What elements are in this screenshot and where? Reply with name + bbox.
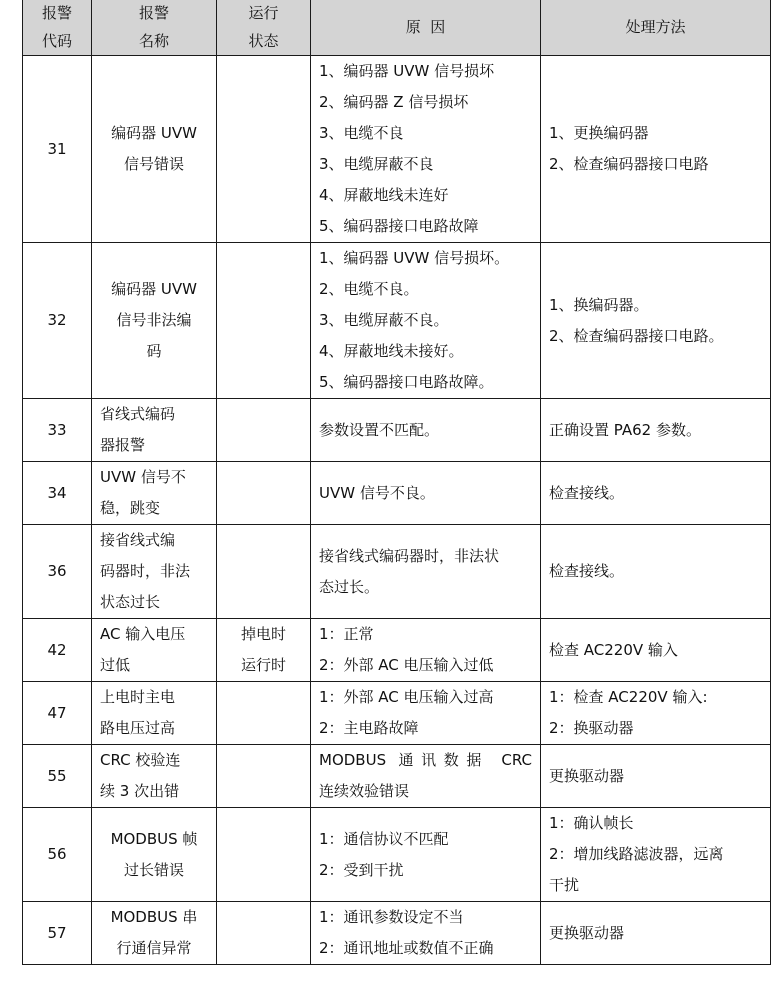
table-row <box>23 243 771 399</box>
cause-cell: 1、编码器 UVW 信号损坏 2、编码器 Z 信号损坏 3、电缆不良 3、电缆屏蔽不良 4、屏蔽地线未连好 5、编码器接口电路故障 <box>311 56 541 243</box>
table-row <box>23 682 771 745</box>
alarm-code-cell: 55 <box>23 745 92 808</box>
alarm-name-cell: MODBUS 帧 过长错误 <box>92 808 217 902</box>
cause-cell: UVW 信号不良。 <box>311 462 541 525</box>
cause-cell: 接省线式编码器时，非法状 态过长。 <box>311 525 541 619</box>
cause-cell: 1：外部 AC 电压输入过高 2：主电路故障 <box>311 682 541 745</box>
alarm-code-cell: 57 <box>23 902 92 965</box>
run-state-cell <box>217 462 311 525</box>
alarm-name-cell: CRC 校验连 续 3 次出错 <box>92 745 217 808</box>
table-row <box>23 745 771 808</box>
header-alarm-name: 报警 名称 <box>92 0 217 56</box>
cause-cell: 1、编码器 UVW 信号损坏。 2、电缆不良。 3、电缆屏蔽不良。 4、屏蔽地线未接好。 5、编码器接口电路故障。 <box>311 243 541 399</box>
table-row <box>23 399 771 462</box>
alarm-name-cell: 省线式编码 器报警 <box>92 399 217 462</box>
alarm-name-cell: MODBUS 串 行通信异常 <box>92 902 217 965</box>
run-state-cell <box>217 808 311 902</box>
cause-cell: 1：通信协议不匹配 2：受到干扰 <box>311 808 541 902</box>
table-row <box>23 56 771 243</box>
solution-cell: 更换驱动器 <box>541 745 771 808</box>
cause-cell: 参数设置不匹配。 <box>311 399 541 462</box>
cause-cell: 1：正常 2：外部 AC 电压输入过低 <box>311 619 541 682</box>
alarm-code-cell: 31 <box>23 56 92 243</box>
run-state-cell <box>217 902 311 965</box>
solution-cell: 1、更换编码器 2、检查编码器接口电路 <box>541 56 771 243</box>
header-alarm-code: 报警 代码 <box>23 0 92 56</box>
solution-cell: 检查接线。 <box>541 462 771 525</box>
solution-cell: 1：检查 AC220V 输入: 2：换驱动器 <box>541 682 771 745</box>
table-row <box>23 619 771 682</box>
run-state-cell <box>217 399 311 462</box>
header-solution: 处理方法 <box>541 0 771 56</box>
table-header-row <box>23 0 771 56</box>
alarm-code-cell: 32 <box>23 243 92 399</box>
alarm-name-cell: UVW 信号不 稳，跳变 <box>92 462 217 525</box>
table-row <box>23 525 771 619</box>
run-state-cell <box>217 745 311 808</box>
solution-cell: 1、换编码器。 2、检查编码器接口电路。 <box>541 243 771 399</box>
alarm-name-cell: 编码器 UVW 信号错误 <box>92 56 217 243</box>
table-row <box>23 902 771 965</box>
alarm-code-cell: 47 <box>23 682 92 745</box>
table-row <box>23 462 771 525</box>
solution-cell: 1：确认帧长 2：增加线路滤波器，远离 干扰 <box>541 808 771 902</box>
alarm-name-cell: AC 输入电压 过低 <box>92 619 217 682</box>
alarm-code-cell: 36 <box>23 525 92 619</box>
table-row <box>23 808 771 902</box>
run-state-cell <box>217 243 311 399</box>
header-cause: 原 因 <box>311 0 541 56</box>
alarm-code-cell: 56 <box>23 808 92 902</box>
solution-cell: 正确设置 PA62 参数。 <box>541 399 771 462</box>
alarm-code-cell: 34 <box>23 462 92 525</box>
solution-cell: 检查 AC220V 输入 <box>541 619 771 682</box>
run-state-cell <box>217 682 311 745</box>
cause-cell: MODBUS 通讯数据 CRC 连续效验错误 <box>311 745 541 808</box>
run-state-cell <box>217 56 311 243</box>
cause-cell: 1：通讯参数设定不当 2：通讯地址或数值不正确 <box>311 902 541 965</box>
solution-cell: 更换驱动器 <box>541 902 771 965</box>
alarm-code-table <box>22 0 771 965</box>
alarm-name-cell: 编码器 UVW 信号非法编 码 <box>92 243 217 399</box>
run-state-cell <box>217 525 311 619</box>
header-run-state: 运行 状态 <box>217 0 311 56</box>
alarm-name-cell: 上电时主电 路电压过高 <box>92 682 217 745</box>
solution-cell: 检查接线。 <box>541 525 771 619</box>
run-state-cell: 掉电时 运行时 <box>217 619 311 682</box>
alarm-code-cell: 42 <box>23 619 92 682</box>
alarm-name-cell: 接省线式编 码器时，非法 状态过长 <box>92 525 217 619</box>
alarm-code-cell: 33 <box>23 399 92 462</box>
